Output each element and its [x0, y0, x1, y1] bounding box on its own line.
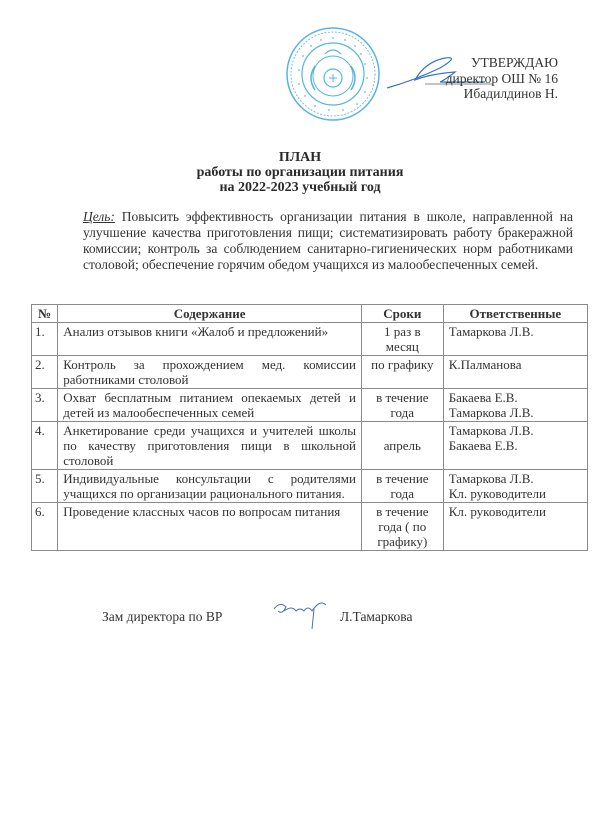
- responsible-person: Тамаркова Л.В.: [448, 324, 534, 339]
- row-responsible: [443, 356, 587, 389]
- header-responsible: Ответственные: [443, 305, 587, 323]
- row-period: в течение года ( по графику): [361, 503, 443, 551]
- row-number: 1.: [32, 323, 58, 356]
- responsible-person: Тамаркова Л.В.: [448, 471, 534, 486]
- row-number: 2.: [32, 356, 58, 389]
- row-responsible: [443, 422, 587, 470]
- row-number: 3.: [32, 389, 58, 422]
- title-line-3: на 2022-2023 учебный год: [219, 180, 381, 195]
- header-number: №: [32, 305, 58, 323]
- row-number: 6.: [32, 503, 58, 551]
- responsible-person: Бакаева Е.В.: [448, 438, 518, 453]
- table-row: [32, 323, 588, 356]
- row-responsible: [443, 389, 587, 422]
- row-responsible: [443, 470, 587, 503]
- responsible-person: Тамаркова Л.В.: [448, 423, 534, 438]
- row-period: в течение года: [361, 389, 443, 422]
- goal-text: Повысить эффективность организации питания в школе, направленной на улучшение качества приготовления пищи; систематизировать работу бракеражной комиссии; контроль за соблюдением санитарно-гигиенических норм работниками столовой; обеспечение горячим обедом учащихся из малообеспеченных семей.: [83, 209, 573, 272]
- row-content: Контроль за прохождением мед. комиссии работниками столовой: [58, 356, 362, 389]
- signer-name: Л.Тамаркова: [340, 609, 413, 624]
- responsible-person: Бакаева Е.В.: [448, 390, 518, 405]
- row-responsible: [443, 323, 587, 356]
- deputy-signature-icon: [270, 595, 330, 631]
- approval-position: директор ОШ № 16: [445, 70, 558, 86]
- table-header-row: [32, 305, 588, 323]
- table-row: [32, 389, 588, 422]
- header-period: Сроки: [361, 305, 443, 323]
- row-content: Охват бесплатным питанием опекаемых детей и детей из малообеспеченных семей: [58, 389, 362, 422]
- header-content: Содержание: [58, 305, 362, 323]
- approval-label: УТВЕРЖДАЮ: [470, 55, 558, 70]
- plan-table: [31, 304, 588, 551]
- row-content: Индивидуальные консультации с родителями учащихся по организации рационального питания.: [58, 470, 362, 503]
- table-row: [32, 470, 588, 503]
- title-line-1: ПЛАН: [278, 150, 322, 165]
- table-row: [32, 356, 588, 389]
- row-period: 1 раз в месяц: [361, 323, 443, 356]
- row-period: по графику: [361, 356, 443, 389]
- title-line-2: работы по организации питания: [196, 165, 404, 180]
- table-row: [32, 422, 588, 470]
- row-responsible: [443, 503, 587, 551]
- responsible-person: К.Палманова: [448, 357, 522, 372]
- row-number: 5.: [32, 470, 58, 503]
- table-row: [32, 503, 588, 551]
- responsible-person: Тамаркова Л.В.: [448, 405, 534, 420]
- goal-label: Цель:: [83, 209, 115, 224]
- approval-name: Ибадилдинов Н.: [463, 86, 558, 101]
- document-title: [0, 150, 600, 195]
- row-content: Анкетирование среди учащихся и учителей школы по качеству приготовления пищи в школьной столовой: [58, 422, 362, 470]
- approval-block: [446, 55, 558, 102]
- row-content: Анализ отзывов книги «Жалоб и предложений»: [58, 323, 362, 356]
- responsible-person: Кл. руководители: [448, 504, 546, 519]
- goal-paragraph: [83, 209, 573, 273]
- responsible-person: Кл. руководители: [448, 486, 546, 501]
- row-number: 4.: [32, 422, 58, 470]
- official-seal-stamp-icon: [285, 26, 381, 122]
- row-period: апрель: [361, 422, 443, 470]
- row-content: Проведение классных часов по вопросам питания: [58, 503, 362, 551]
- signer-role: Зам директора по ВР: [102, 609, 223, 624]
- row-period: в течение года: [361, 470, 443, 503]
